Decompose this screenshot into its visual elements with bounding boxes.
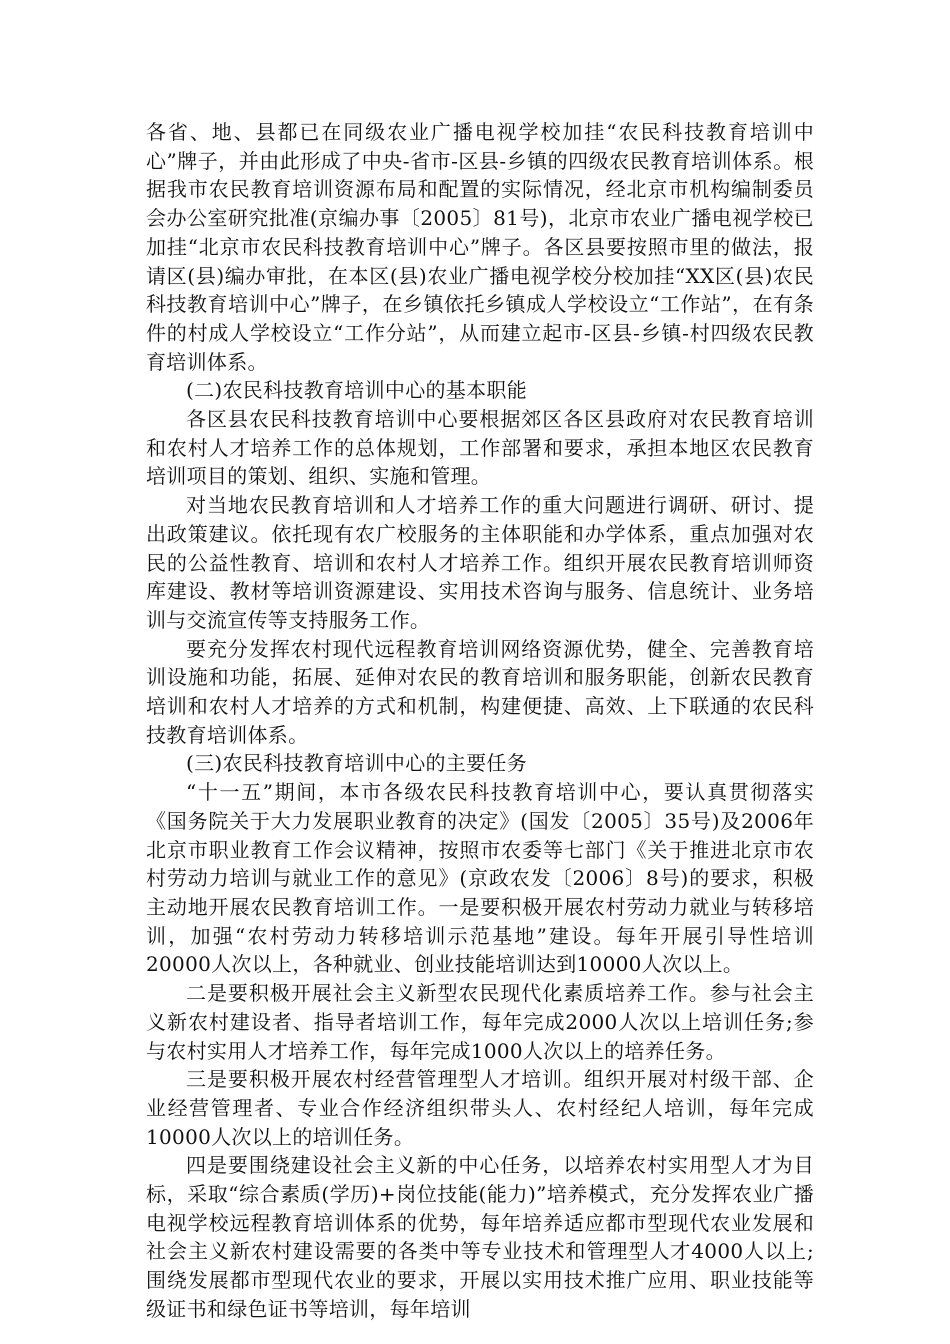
paragraph-4: 对当地农民教育培训和人才培养工作的重大问题进行调研、研讨、提出政策建议。依托现有农广校服务的主体职能和办学体系，重点加强对农民的公益性教育、培训和农村人才培养工作。组织开展农民教育培训师资库建设、教材等培训资源建设、实用技术咨询与服务、信息统计、业务培训与交流宣传等支持服务工作。 xyxy=(146,493,814,632)
paragraph-5: 要充分发挥农村现代远程教育培训网络资源优势，健全、完善教育培训设施和功能，拓展、延伸对农民的教育培训和服务职能，创新农民教育培训和农村人才培养的方式和机制，构建便捷、高效、上下联通的农民科技教育培训体系。 xyxy=(146,636,814,747)
paragraph-7: “十一五”期间，本市各级农民科技教育培训中心，要认真贯彻落实《国务院关于大力发展职业教育的决定》(国发〔2005〕35号)及2006年北京市职业教育工作会议精神，按照市农委等七部门《关于推进北京市农村劳动力培训与就业工作的意见》(京政农发〔2006〕8号)的要求，积极主动地开展农民教育培训工作。一是要积极开展农村劳动力就业与转移培训，加强“农村劳动力转移培训示范基地”建设。每年开展引导性培训20000人次以上，各种就业、创业技能培训达到10000人次以上。 xyxy=(146,780,814,977)
paragraph-1: 各省、地、县都已在同级农业广播电视学校加挂“农民科技教育培训中心”牌子，并由此形成了中央-省市-区县-乡镇的四级农民教育培训体系。根据我市农民教育培训资源布局和配置的实际情况，经北京市机构编制委员会办公室研究批准(京编办事〔2005〕81号)，北京市农业广播电视学校已加挂“北京市农民科技教育培训中心”牌子。各区县要按照市里的做法，报请区(县)编办审批，在本区(县)农业广播电视学校分校加挂“XX区(县)农民科技教育培训中心”牌子，在乡镇依托乡镇成人学校设立“工作站”，在有条件的村成人学校设立“工作分站”，从而建立起市-区县-乡镇-村四级农民教育培训体系。 xyxy=(146,120,814,374)
document-body xyxy=(146,118,814,1324)
section-heading-3: (三)农民科技教育培训中心的主要任务 xyxy=(186,751,528,776)
paragraph-10: 四是要围绕建设社会主义新的中心任务，以培养农村实用型人才为目标，采取“综合素质(学历)+岗位技能(能力)”培养模式，充分发挥农业广播电视学校远程教育培训体系的优势，每年培养适应都市型现代农业发展和社会主义新农村建设需要的各类中等专业技术和管理型人才4000人以上;围绕发展都市型现代农业的要求，开展以实用技术推广应用、职业技能等级证书和绿色证书等培训，每年培训 xyxy=(146,1153,814,1321)
paragraph-3: 各区县农民科技教育培训中心要根据郊区各区县政府对农民教育培训和农村人才培养工作的总体规划，工作部署和要求，承担本地区农民教育培训项目的策划、组织、实施和管理。 xyxy=(146,407,814,489)
section-heading-2: (二)农民科技教育培训中心的基本职能 xyxy=(186,378,528,403)
paragraph-8: 二是要积极开展社会主义新型农民现代化素质培养工作。参与社会主义新农村建设者、指导者培训工作，每年完成2000人次以上培训任务;参与农村实用人才培养工作，每年完成1000人次以上的培养任务。 xyxy=(146,981,814,1063)
paragraph-9: 三是要积极开展农村经营管理型人才培训。组织开展对村级干部、企业经营管理者、专业合作经济组织带头人、农村经纪人培训，每年完成10000人次以上的培训任务。 xyxy=(146,1067,814,1149)
